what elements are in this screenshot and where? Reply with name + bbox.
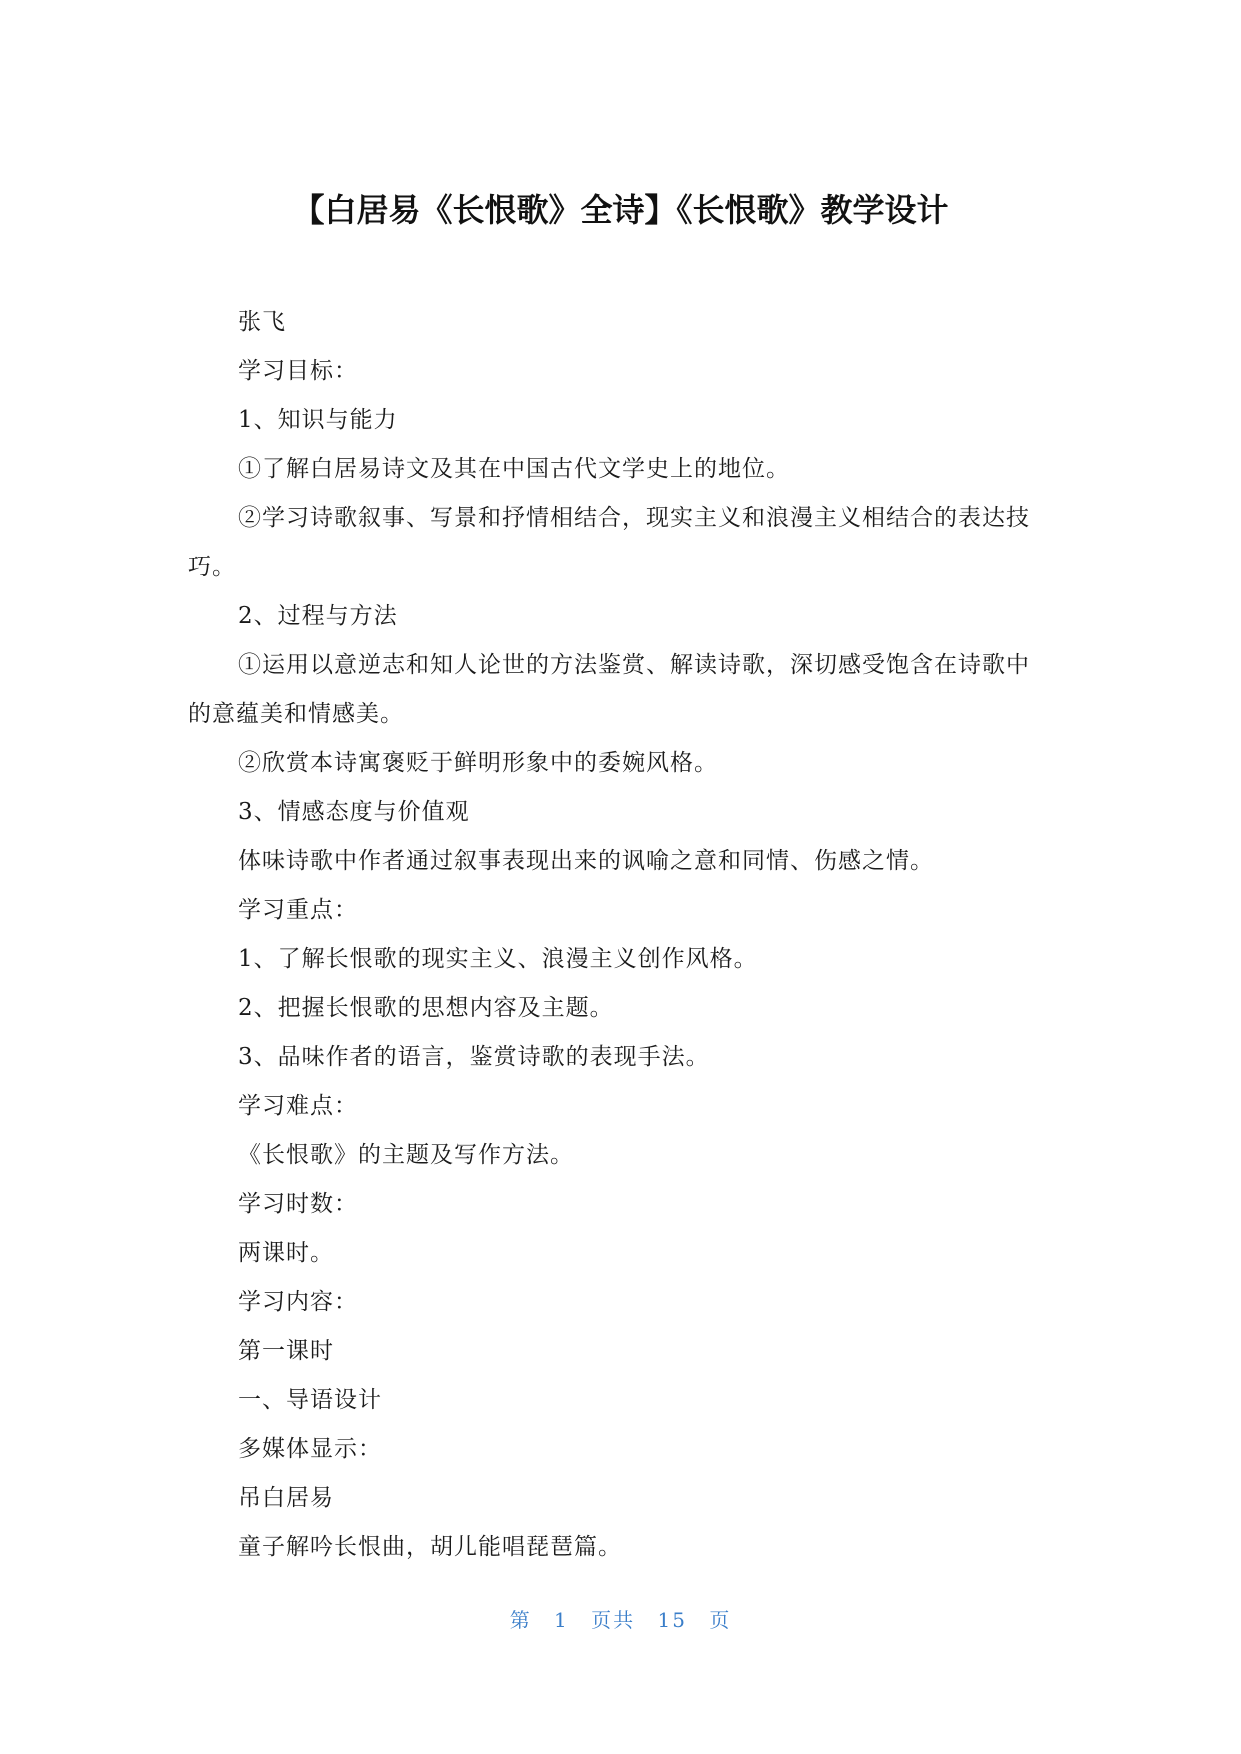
subheading-intro-design: 一、导语设计 [238, 1387, 382, 1413]
section-heading-objectives: 学习目标： [238, 358, 358, 384]
footer-suffix: 页 [709, 1608, 732, 1632]
paragraph: 体味诗歌中作者通过叙事表现出来的讽喻之意和同情、伤感之情。 [238, 848, 934, 874]
section-heading-content: 学习内容： [238, 1289, 358, 1315]
page-footer [0, 1604, 1241, 1633]
footer-current-page: 1 [554, 1608, 569, 1632]
footer-prefix: 第 [509, 1608, 532, 1632]
paragraph: 3、品味作者的语言，鉴赏诗歌的表现手法。 [238, 1044, 710, 1070]
subheading-process: 2、过程与方法 [238, 603, 398, 629]
subheading-values: 3、情感态度与价值观 [238, 799, 470, 825]
paragraph: 1、了解长恨歌的现实主义、浪漫主义创作风格。 [238, 946, 758, 972]
footer-middle: 页共 [591, 1608, 636, 1632]
poem-title: 吊白居易 [238, 1485, 334, 1511]
paragraph: ①运用以意逆志和知人论世的方法鉴赏、解读诗歌，深切感受饱含在诗歌中的意蕴美和情感美。 [188, 652, 1030, 727]
section-heading-difficulties: 学习难点： [238, 1093, 358, 1119]
paragraph: 多媒体显示： [238, 1436, 382, 1462]
section-heading-hours: 学习时数： [238, 1191, 358, 1217]
subheading-lesson-one: 第一课时 [238, 1338, 334, 1364]
paragraph: ①了解白居易诗文及其在中国古代文学史上的地位。 [238, 456, 790, 482]
paragraph: 《长恨歌》的主题及写作方法。 [238, 1142, 574, 1168]
paragraph: ②欣赏本诗寓褒贬于鲜明形象中的委婉风格。 [238, 750, 718, 776]
paragraph: 2、把握长恨歌的思想内容及主题。 [238, 995, 614, 1021]
section-heading-key-points: 学习重点： [238, 897, 358, 923]
poem-line: 童子解吟长恨曲，胡儿能唱琵琶篇。 [238, 1534, 622, 1560]
author-line: 张飞 [238, 309, 286, 335]
document-body [188, 298, 1048, 1572]
document-title: 【白居易《长恨歌》全诗】《长恨歌》教学设计 [292, 191, 949, 229]
footer-total-pages: 15 [657, 1608, 687, 1632]
paragraph: 两课时。 [238, 1240, 334, 1266]
subheading-knowledge: 1、知识与能力 [238, 407, 398, 433]
paragraph: ②学习诗歌叙事、写景和抒情相结合，现实主义和浪漫主义相结合的表达技巧。 [188, 505, 1030, 580]
